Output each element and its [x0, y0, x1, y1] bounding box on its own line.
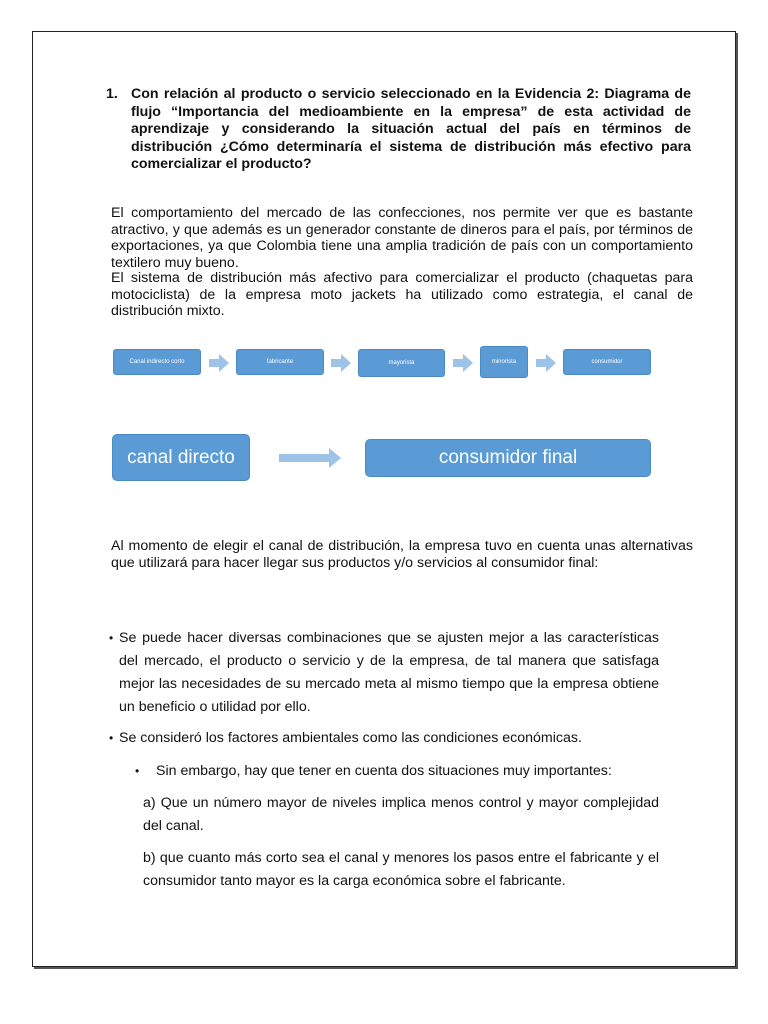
- arrow-icon: [453, 354, 473, 372]
- question: [106, 86, 691, 174]
- document-page: [32, 31, 736, 967]
- arrow-icon: [536, 354, 556, 372]
- flow-step-fabricante: fabricante: [236, 349, 324, 375]
- bullet-icon: •: [135, 764, 140, 778]
- flow-step-mayorista: mayorista: [358, 349, 445, 377]
- bullet-icon: •: [109, 631, 114, 645]
- bullet-text: Se consideró los factores ambientales como las condiciones económicas.: [119, 730, 582, 746]
- sub-item-a: a) Que un número mayor de niveles implica menos control y mayor complejidad del canal.: [143, 795, 659, 834]
- arrow-icon: [209, 354, 229, 372]
- bullet-text: Sin embargo, hay que tener en cuenta dos situaciones muy importantes:: [156, 763, 612, 779]
- flow-step-minorista: minorista: [480, 346, 528, 378]
- paragraph-alternatives: Al momento de elegir el canal de distribución, la empresa tuvo en cuenta unas alternativas que utilizará para hacer llegar sus productos y/o servicios al consumidor final:: [111, 538, 693, 571]
- final-consumer-box: consumidor final: [365, 439, 651, 477]
- bullet-text: Se puede hacer diversas combinaciones que se ajusten mejor a las características del mercado, el producto o servicio y de la empresa, de tal manera que satisfaga mejor las necesidades de su mercado meta al mismo tiempo que la empresa obtiene un beneficio o utilidad por ello.: [119, 630, 659, 715]
- sub-item-b: b) que cuanto más corto sea el canal y menores los pasos entre el fabricante y el consumidor tanto mayor es la carga económica sobre el fabricante.: [143, 850, 659, 889]
- bullet-item: [135, 760, 676, 783]
- paragraph-market: El comportamiento del mercado de las confecciones, nos permite ver que es bastante atractivo, y que además es un generador constante de dineros para el país, por términos de exportaciones, ya que Colombia tiene una amplia tradición de país con un comportamiento textilero muy bueno.: [111, 205, 693, 271]
- flow-step-consumidor: consumidor: [563, 349, 651, 375]
- question-text: Con relación al producto o servicio seleccionado en la Evidencia 2: Diagrama de flujo “Importancia del medioambiente en la empresa” de esta actividad de aprendizaje y considerando la situación actual del país en términos de distribución ¿Cómo determinaría el sistema de distribución más efectivo para comercializar el producto?: [131, 86, 691, 172]
- arrow-icon: [279, 448, 341, 468]
- question-number: 1.: [106, 86, 118, 102]
- bullet-icon: •: [109, 731, 114, 745]
- bullet-item: [109, 627, 659, 719]
- flow-step-canal: Canal indirecto corto: [113, 349, 201, 375]
- direct-channel-box: canal directo: [112, 434, 250, 481]
- bullet-item: [109, 727, 659, 750]
- arrow-icon: [331, 354, 351, 372]
- paragraph-distribution: El sistema de distribución más afectivo para comercializar el producto (chaquetas para motociclista) de la empresa moto jackets ha utilizado como estrategia, el canal de distribución mixto.: [111, 270, 693, 320]
